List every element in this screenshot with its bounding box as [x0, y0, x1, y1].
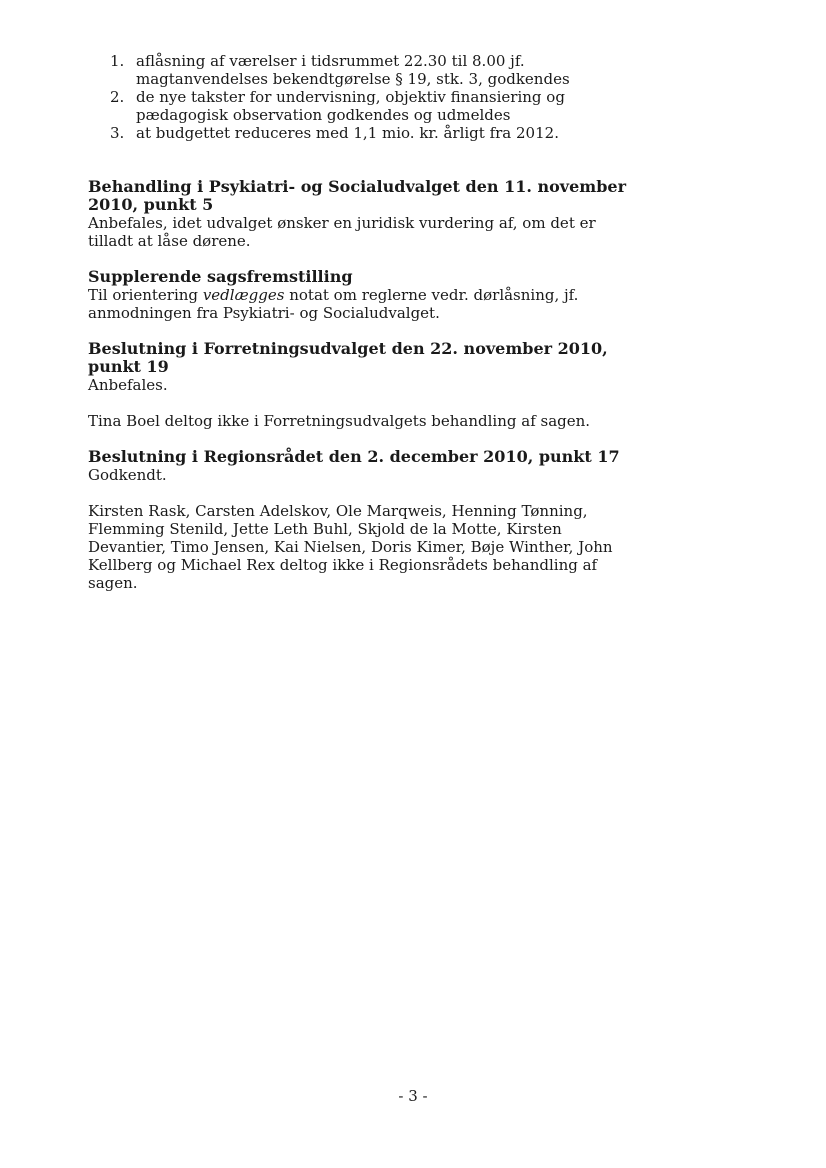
- list-item-number: 1.: [110, 52, 125, 70]
- section-forretningsudvalg: [88, 340, 628, 430]
- section-regionsraad: [88, 448, 628, 592]
- body-emphasis: vedlægges: [202, 286, 285, 304]
- list-item-text: aflåsning af værelser i tidsrummet 22.30 til 8.00 jf. magtanvendelses bekendtgørelse § 19, stk. 3, godkendes: [136, 52, 570, 88]
- decision-list: [88, 52, 628, 142]
- list-item-number: 2.: [110, 88, 125, 106]
- list-item-number: 3.: [110, 124, 125, 142]
- list-item: [88, 124, 628, 142]
- section-body: Anbefales, idet udvalget ønsker en juridisk vurdering af, om det er tilladt at låse dørene.: [88, 214, 596, 250]
- section-body: Godkendt.: [88, 466, 167, 484]
- section-heading: Behandling i Psykiatri- og Socialudvalget den 11. november 2010, punkt 5: [88, 177, 626, 214]
- body-text: notat om reglerne vedr. dørlåsning, jf. anmodningen fra Psykiatri- og Socialudvalget.: [88, 286, 579, 322]
- list-item: [88, 88, 628, 124]
- section-note: Tina Boel deltog ikke i Forretningsudvalgets behandling af sagen.: [88, 412, 591, 430]
- section-note: Kirsten Rask, Carsten Adelskov, Ole Marqweis, Henning Tønning, Flemming Stenild, Jette Leth Buhl, Skjold de la Motte, Kirsten Devantier, Timo Jensen, Kai Nielsen, Doris Kimer, Bøje Winther, John Kellberg og Michael Rex deltog ikke i Regionsrådets behandling af sagen.: [88, 502, 613, 592]
- section-heading: Beslutning i Regionsrådet den 2. december 2010, punkt 17: [88, 447, 620, 466]
- section-heading: Beslutning i Forretningsudvalget den 22. november 2010, punkt 19: [88, 339, 608, 376]
- section-body: Anbefales.: [88, 376, 168, 394]
- section-body: [88, 286, 628, 322]
- document-content: [88, 52, 628, 592]
- section-heading: Supplerende sagsfremstilling: [88, 267, 353, 286]
- list-item-text: at budgettet reduceres med 1,1 mio. kr. årligt fra 2012.: [136, 124, 559, 142]
- body-text: Til orientering: [88, 286, 203, 304]
- list-item-text: de nye takster for undervisning, objektiv finansiering og pædagogisk observation godkendes og udmeldes: [136, 88, 565, 124]
- page-number: - 3 -: [398, 1087, 428, 1105]
- section-psykiatri: [88, 178, 628, 250]
- list-item: [88, 52, 628, 88]
- section-supplerende: [88, 268, 628, 322]
